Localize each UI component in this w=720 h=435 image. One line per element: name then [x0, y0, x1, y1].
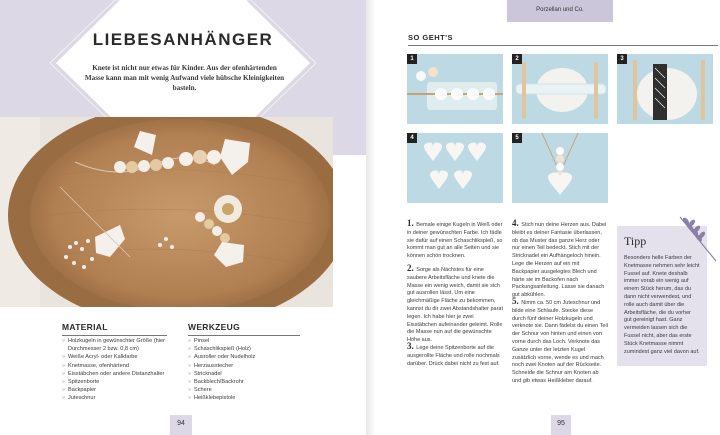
werkzeug-list [188, 337, 303, 403]
material-item: » Weiße Acryl- oder Kalkfarbe [62, 353, 180, 361]
step-5 [512, 298, 608, 386]
material-item: » Eisstäbchen oder andere Distanzhalter [62, 370, 180, 378]
material-item: » Knetmasse, ofenhärtend [62, 362, 180, 370]
material-list [62, 337, 180, 403]
step-text: Stich nun deine Herzen aus. Dabei bleibt es deiner Fantasie überlassen, ob das Muster das ganze Herz oder nur einen Teil bedeckt. Stich mit der Stricknadel ein Aufhängeloch hinein. Lege die Herzen auf ein mit Backpapier ausgelegtes Blech und härte sie im Backofen nach Packungsanleitung. Lasse sie danach gut abkühlen. [512, 222, 607, 299]
step-photo-number: 4 [407, 133, 417, 143]
step-number: 5. [512, 296, 519, 306]
step-photo-5 [512, 133, 608, 203]
step-1 [407, 220, 503, 261]
material-heading: MATERIAL [62, 322, 167, 336]
step-number: 3. [407, 341, 414, 351]
material-item: » Holzkugeln in gewünschter Größe (hier Durchmesser 2 bzw. 0,8 cm) [62, 337, 180, 353]
lavender-sprig-icon [676, 213, 720, 265]
step-text: Sorge als Nächstes für eine saubere Arbeitsfläche und knete die Masse ein wenig weich, damit sie sich gut ausrollen lässt. Um eine gleichmäßige Fläche zu bekommen, kannst du dir zwei Abstandshalter parat legen. Ich habe hier je zwei Eisstäbchen aufeinander geleimt. Rolle die Masse nun auf die gewünschte Höhe aus. [407, 267, 504, 344]
step-photo-1 [407, 54, 503, 124]
werkzeug-item: » Schaschlikspieß (Holz) [188, 345, 303, 353]
chapter-tab: Porzellan und Co. [507, 0, 613, 22]
step-photo-number: 1 [407, 54, 417, 64]
step-photo-number: 2 [512, 54, 522, 64]
step-photo-3 [617, 54, 713, 124]
step-2 [407, 265, 503, 345]
material-item: » Juteschnur [62, 394, 180, 402]
tipp-heading: Tipp [624, 234, 647, 248]
right-page [376, 0, 720, 435]
step-4 [512, 220, 608, 300]
material-item: » Spitzenborte [62, 378, 180, 386]
werkzeug-item: » Backblech/Backrohr [188, 378, 303, 386]
werkzeug-item: » Stricknadel [188, 370, 303, 378]
intro-text: Knete ist nicht nur etwas für Kinder. Aus der ofenhärtenden Masse kann man mit wenig Aufwand viele hübsche Kleinigkeiten basteln. [84, 64, 285, 92]
werkzeug-heading: WERKZEUG [188, 322, 300, 336]
page-title: LIEBESANHÄNGER [92, 30, 274, 49]
book-gutter [366, 0, 376, 435]
step-3 [407, 343, 503, 368]
section-heading: SO GEHT'S [408, 33, 718, 46]
step-text: Lege deine Spitzenborte auf die ausgerollte Fläche und rolle nochmals darüber. Drück dabei nicht zu fest auf. [407, 345, 500, 367]
page-number-right: 95 [551, 415, 571, 435]
step-number: 2. [407, 263, 414, 273]
werkzeug-item: » Pinsel [188, 337, 303, 345]
material-item: » Backpapier [62, 386, 180, 394]
page-number-left: 94 [170, 415, 192, 435]
werkzeug-item: » Heißklebepistole [188, 394, 303, 402]
werkzeug-item: » Herzausstecher [188, 362, 303, 370]
step-number: 1. [407, 218, 414, 228]
tipp-text: Besonders helle Farben der Knetmasse nehmen sehr leicht Fussel auf. Knete deshalb immer vorab ein wenig auf einem Stück herum, das du dann nicht verwendest, und rolle auch damit über die Arbeitsfläche, die du vorher gut gereinigt hast. Ganz vermeiden lassen sich die Fussel nicht, aber das erste Stück Knetmasse nimmt zumindest ganz viel davon auf. [624, 255, 700, 355]
step-photo-number: 5 [512, 133, 522, 143]
step-text: Nimm ca. 50 cm Juteschnur und bilde eine Schlaufe. Stecke diese durch fünf deiner Holzkugeln und verknote sie. Dann fädelst du einen Teil der Schnur von hinten und einen von vorne durch das Loch. Verknote das Ganze unter der letzten Kugel zusätzlich vorne, wende es und mach noch zwei Knoten auf der Rückseite. Schneide die Schnur am Knoten ab und gib etwas Heißkleber darauf. [512, 300, 608, 384]
step-text: Bemale einige Kugeln in Weiß oder in deiner gewünschten Farbe. Ich fädle sie dafür auf einen Schaschlikspieß, so kommt man gut an alle Seiten und sie können schön trocknen. [407, 222, 503, 260]
step-photo-2 [512, 54, 608, 124]
main-photo [0, 117, 333, 307]
step-photo-number: 3 [617, 54, 627, 64]
step-number: 4. [512, 218, 519, 228]
werkzeug-item: » Schere [188, 386, 303, 394]
step-photo-4 [407, 133, 503, 203]
werkzeug-item: » Ausroller oder Nudelholz [188, 353, 303, 361]
